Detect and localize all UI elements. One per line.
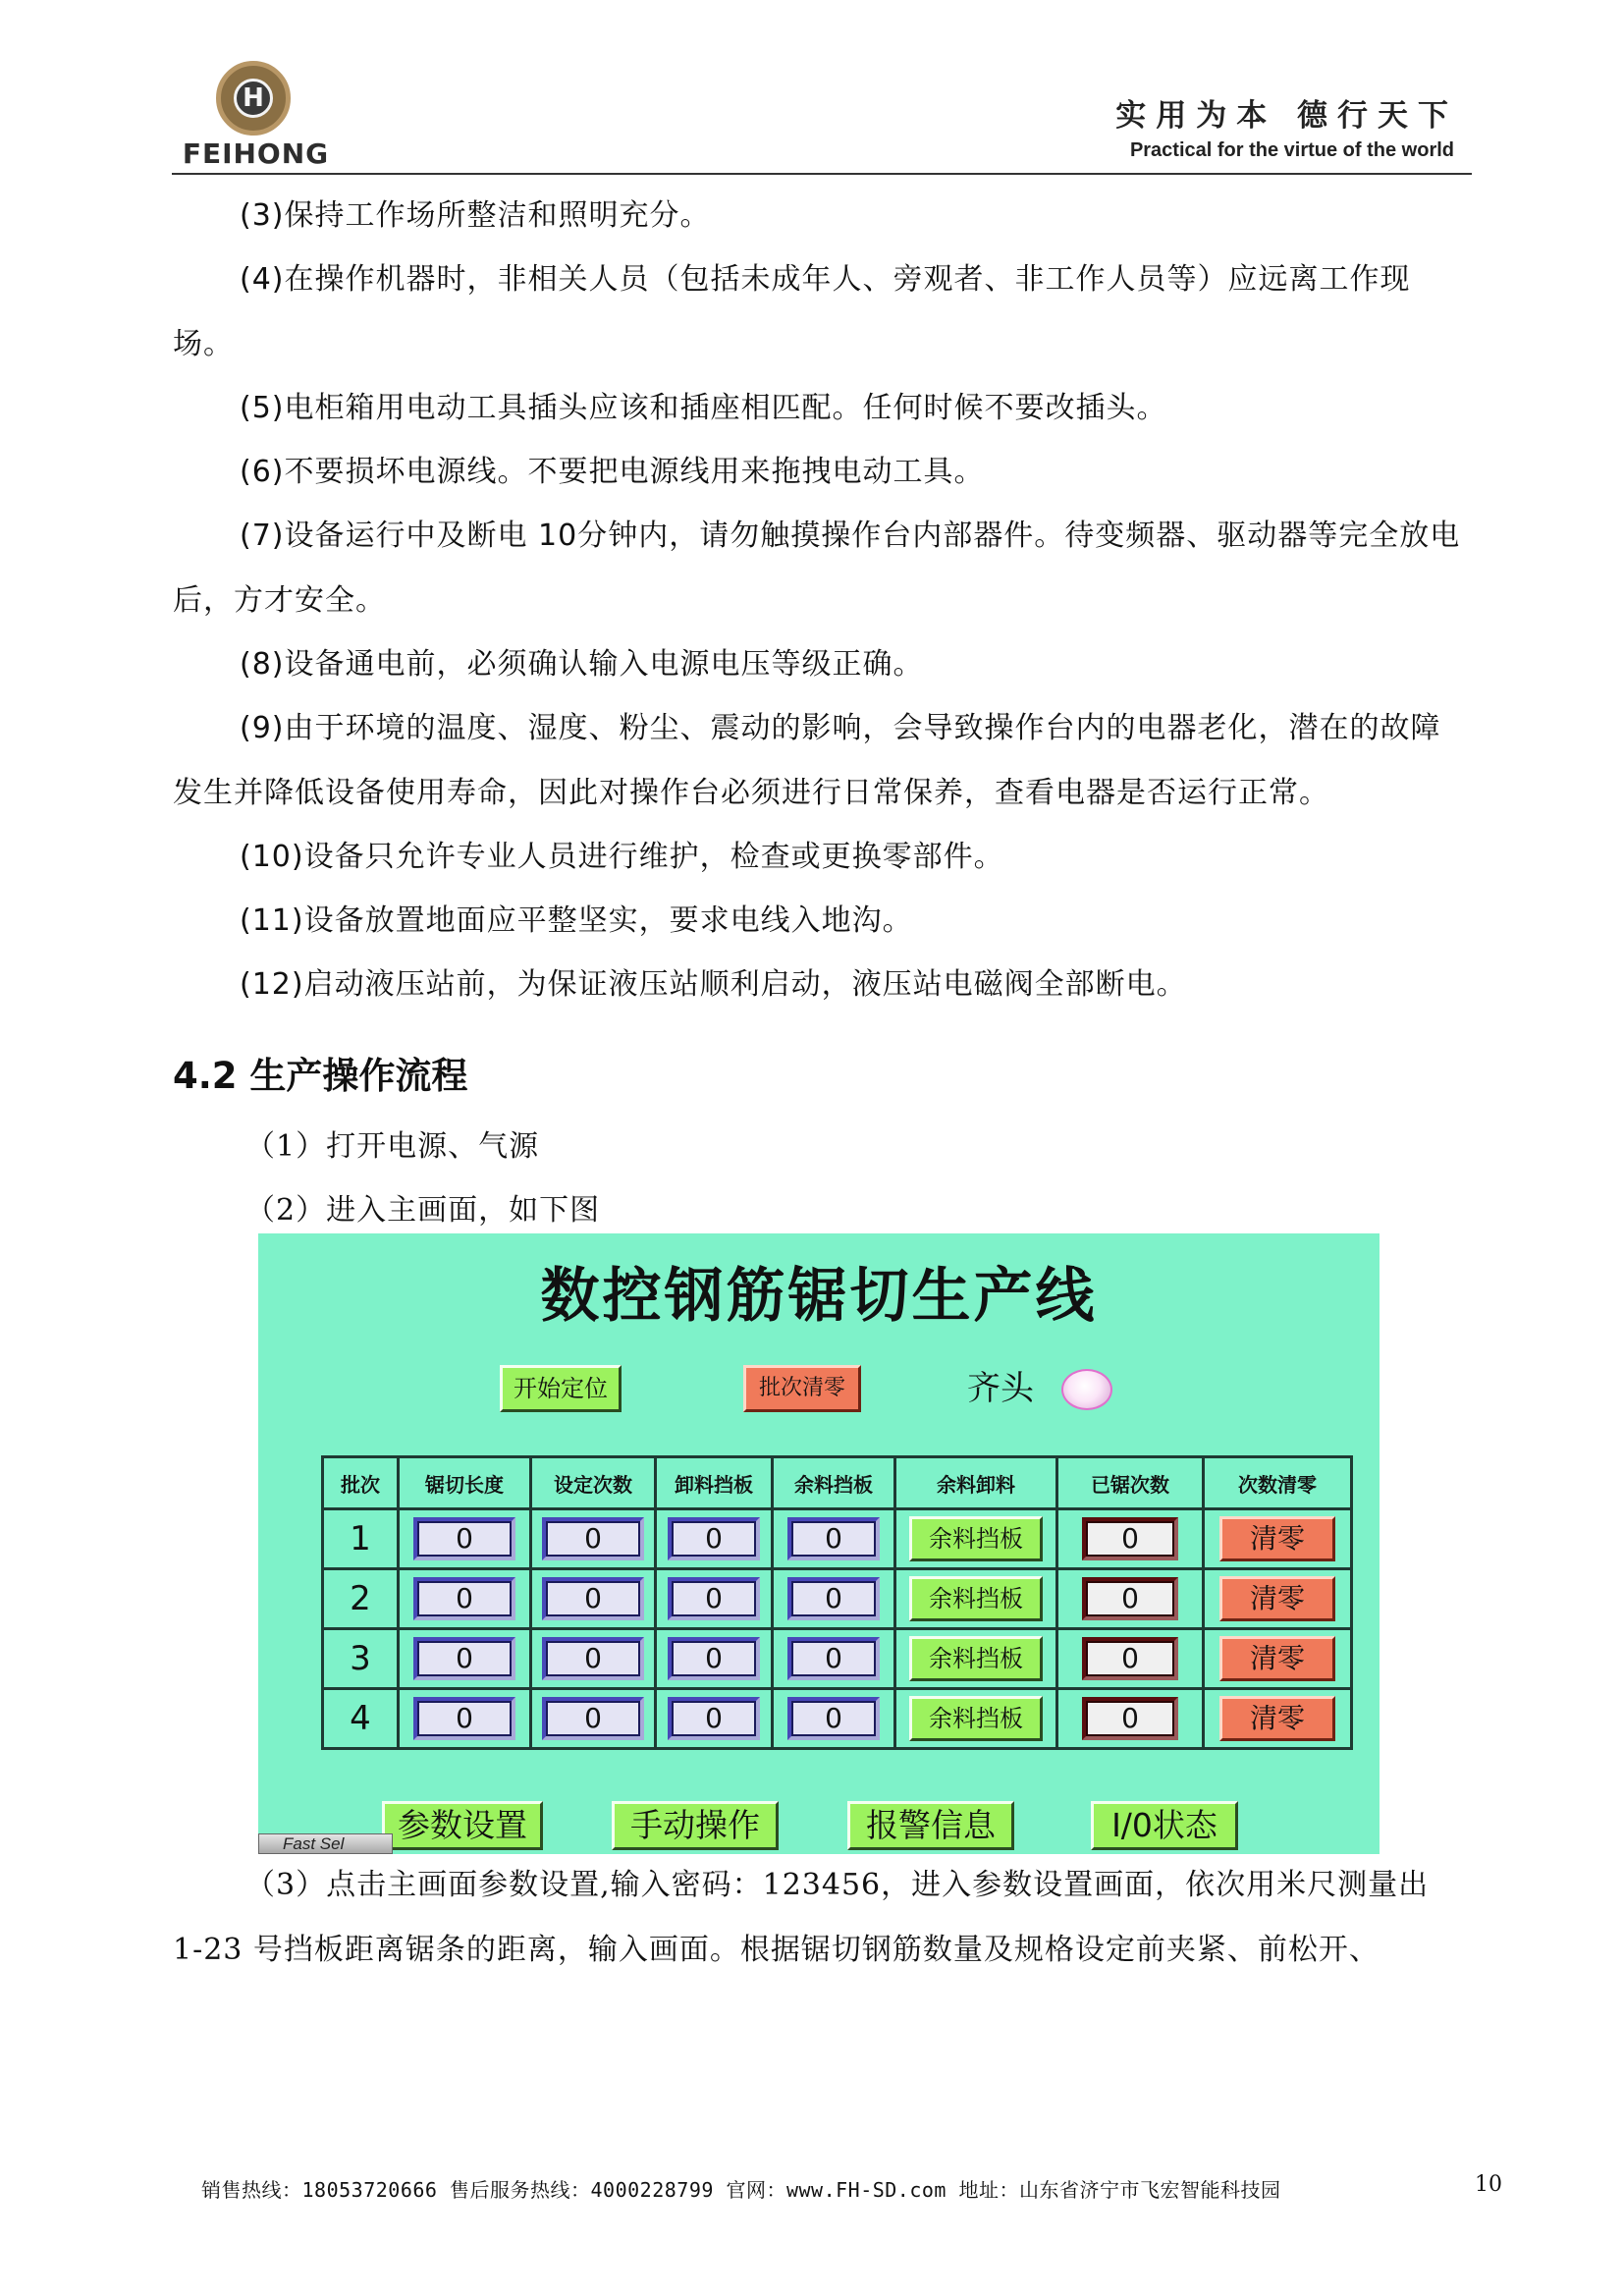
hmi-title: 数控钢筋锯切生产线 <box>540 1262 1098 1331</box>
header-divider <box>172 173 1472 175</box>
batch-number: 4 <box>350 1699 371 1738</box>
col-unload-baffle: 卸料挡板 <box>656 1457 773 1509</box>
sawn-count-display: 0 <box>1082 1637 1178 1680</box>
align-label: 齐头 <box>967 1369 1034 1408</box>
batch-number: 1 <box>350 1519 371 1558</box>
io-status-button[interactable]: I/0状态 <box>1091 1801 1238 1850</box>
count-clear-button[interactable]: 清零 <box>1219 1516 1335 1561</box>
remain-unload-button[interactable]: 余料挡板 <box>909 1636 1043 1681</box>
remain-unload-button[interactable]: 余料挡板 <box>909 1576 1043 1621</box>
clear-batch-button[interactable]: 批次清零 <box>743 1365 861 1412</box>
cut-length-input[interactable]: 0 <box>413 1577 515 1620</box>
company-logo <box>165 61 347 169</box>
count-clear-button[interactable]: 清零 <box>1219 1696 1335 1741</box>
set-count-input[interactable]: 0 <box>542 1577 644 1620</box>
table-row <box>323 1509 1352 1569</box>
remain-baffle-input[interactable]: 0 <box>787 1697 880 1740</box>
slogan-chinese: 实用为本 德行天下 <box>1115 98 1458 134</box>
align-indicator-lamp <box>1061 1369 1112 1410</box>
col-remain-unload: 余料卸料 <box>895 1457 1057 1509</box>
unload-baffle-input[interactable]: 0 <box>668 1637 760 1680</box>
table-row <box>323 1569 1352 1629</box>
slogan-english: Practical for the virtue of the world <box>1129 139 1454 161</box>
step-3: （3）点击主画面参数设置,输入密码：123456，进入参数设置画面，依次用米尺测量出 1-23 号挡板距离锯条的距离，输入画面。根据锯切钢筋数量及规格设定前夹紧、前松开、 <box>173 1868 1430 1967</box>
set-count-input[interactable]: 0 <box>542 1517 644 1560</box>
sawn-count-display: 0 <box>1082 1697 1178 1740</box>
remain-unload-button[interactable]: 余料挡板 <box>909 1696 1043 1741</box>
count-clear-button[interactable]: 清零 <box>1219 1636 1335 1681</box>
page-number: 10 <box>1475 2172 1502 2197</box>
set-count-input[interactable]: 0 <box>542 1697 644 1740</box>
count-clear-button[interactable]: 清零 <box>1219 1576 1335 1621</box>
col-batch: 批次 <box>323 1457 399 1509</box>
step-1: （1）打开电源、气源 <box>245 1129 540 1164</box>
manual-operation-button[interactable]: 手动操作 <box>612 1801 779 1850</box>
col-remain-baffle: 余料挡板 <box>773 1457 895 1509</box>
sawn-count-display: 0 <box>1082 1577 1178 1620</box>
safety-item-12: (12)启动液压站前，为保证液压站顺利启动，液压站电磁阀全部断电。 <box>240 967 1187 1002</box>
batch-number: 3 <box>350 1639 371 1678</box>
section-title: 4.2 生产操作流程 <box>173 1055 468 1097</box>
col-set-count: 设定次数 <box>531 1457 656 1509</box>
remain-baffle-input[interactable]: 0 <box>787 1517 880 1560</box>
set-count-input[interactable]: 0 <box>542 1637 644 1680</box>
cut-length-input[interactable]: 0 <box>413 1697 515 1740</box>
sawn-count-display: 0 <box>1082 1517 1178 1560</box>
unload-baffle-input[interactable]: 0 <box>668 1517 760 1560</box>
hmi-main-screen <box>258 1233 1380 1854</box>
remain-unload-button[interactable]: 余料挡板 <box>909 1516 1043 1561</box>
table-row <box>323 1629 1352 1689</box>
col-cut-length: 锯切长度 <box>399 1457 531 1509</box>
footer-contact: 销售热线：18053720666 售后服务热线：4000228799 官网：www.FH-SD.com 地址：山东省济宁市飞宏智能科技园 <box>201 2178 1281 2202</box>
table-row <box>323 1689 1352 1749</box>
safety-item-11: (11)设备放置地面应平整坚实，要求电线入地沟。 <box>240 903 913 938</box>
cut-length-input[interactable]: 0 <box>413 1517 515 1560</box>
alarm-info-button[interactable]: 报警信息 <box>847 1801 1014 1850</box>
logo-text: FEIHONG <box>182 137 330 170</box>
step-2: （2）进入主画面，如下图 <box>245 1193 601 1228</box>
col-sawn-count: 已锯次数 <box>1057 1457 1204 1509</box>
safety-item-5: (5)电柜箱用电动工具插头应该和插座相匹配。任何时候不要改插头。 <box>240 391 1167 425</box>
safety-item-10: (10)设备只允许专业人员进行维护，检查或更换零部件。 <box>240 840 1004 874</box>
batch-number: 2 <box>350 1579 371 1618</box>
safety-item-7: (7)设备运行中及断电 10分钟内，请勿触摸操作台内部器件。待变频器、驱动器等完全放电后，方才安全。 <box>173 519 1461 618</box>
fast-sel-tab[interactable]: Fast Sel <box>258 1833 393 1854</box>
remain-baffle-input[interactable]: 0 <box>787 1637 880 1680</box>
parameter-settings-button[interactable]: 参数设置 <box>382 1801 543 1850</box>
safety-item-8: (8)设备通电前，必须确认输入电源电压等级正确。 <box>240 647 924 682</box>
safety-item-3: (3)保持工作场所整洁和照明充分。 <box>240 198 711 233</box>
table-header-row <box>323 1457 1352 1509</box>
safety-item-4: (4)在操作机器时，非相关人员（包括未成年人、旁观者、非工作人员等）应远离工作现场。 <box>173 262 1411 361</box>
cut-length-input[interactable]: 0 <box>413 1637 515 1680</box>
remain-baffle-input[interactable]: 0 <box>787 1577 880 1620</box>
safety-item-6: (6)不要损坏电源线。不要把电源线用来拖拽电动工具。 <box>240 455 985 489</box>
start-positioning-button[interactable]: 开始定位 <box>500 1365 622 1412</box>
unload-baffle-input[interactable]: 0 <box>668 1697 760 1740</box>
unload-baffle-input[interactable]: 0 <box>668 1577 760 1620</box>
safety-item-9: (9)由于环境的温度、湿度、粉尘、震动的影响，会导致操作台内的电器老化，潜在的故障发生并降低设备使用寿命，因此对操作台必须进行日常保养，查看电器是否运行正常。 <box>173 711 1441 810</box>
logo-letter: H <box>234 79 273 118</box>
logo-emblem <box>216 61 291 136</box>
batch-table <box>321 1455 1353 1750</box>
col-count-clear: 次数清零 <box>1204 1457 1352 1509</box>
